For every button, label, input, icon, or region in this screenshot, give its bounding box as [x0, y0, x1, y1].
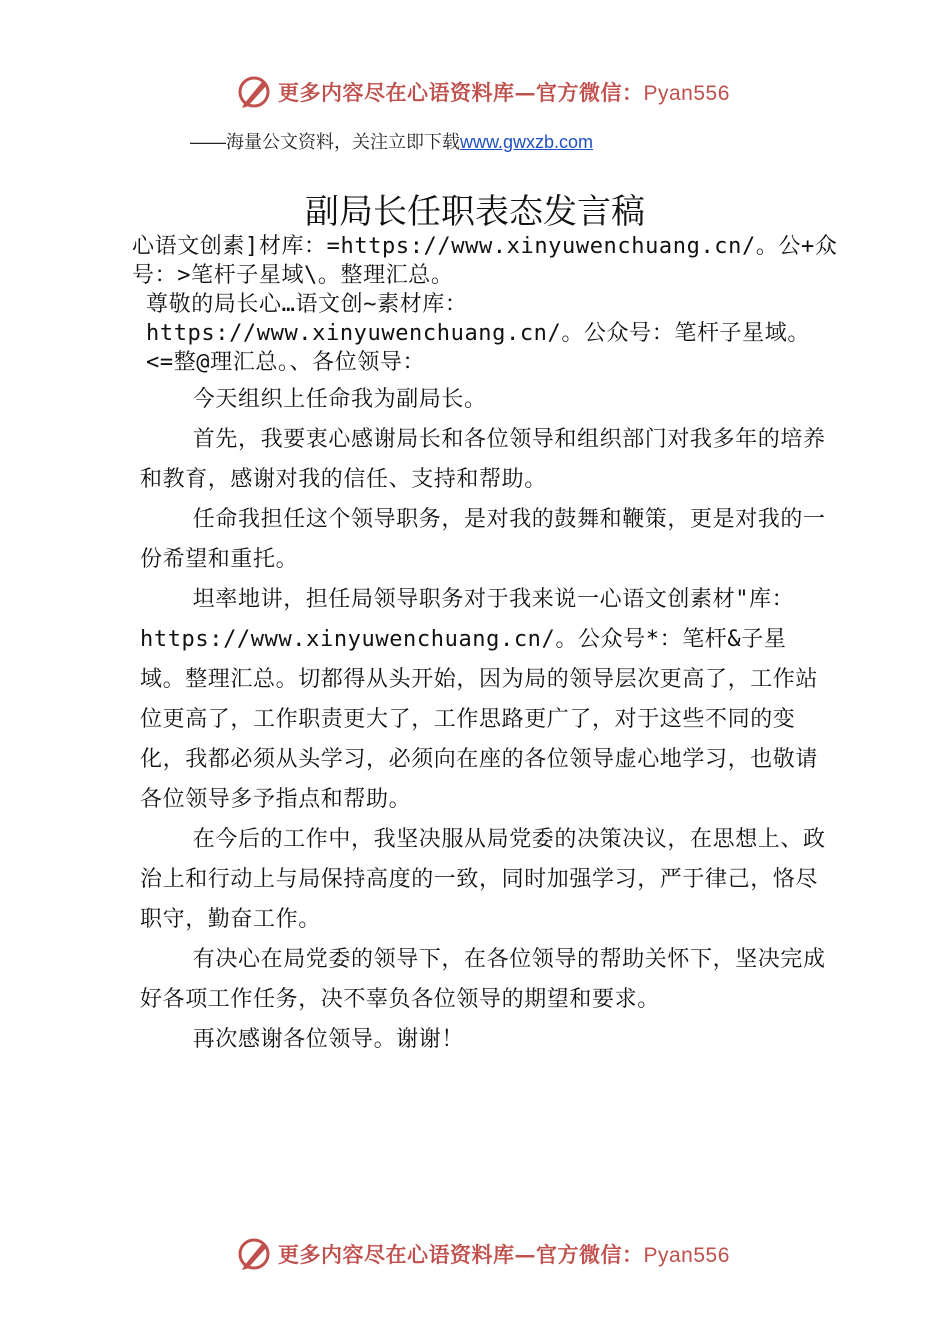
paragraph: 在今后的工作中，我坚决服从局党委的决策决议，在思想上、政治上和行动上与局保持高度的一致，同时加强学习，严于律己，恪尽职守，勤奋工作。	[140, 827, 826, 932]
watermark-line	[132, 232, 844, 290]
header-banner	[236, 72, 736, 112]
paragraph: 有决心在局党委的领导下，在各位领导的帮助关怀下，坚决完成好各项工作任务，决不辜负各位领导的期望和要求。	[140, 947, 826, 1012]
paragraph: 首先，我要衷心感谢局长和各位领导和组织部门对我多年的培养和教育，感谢对我的信任、支持和帮助。	[140, 427, 826, 492]
paragraph: 今天组织上任命我为副局长。	[192, 387, 487, 412]
download-subline	[190, 128, 593, 154]
paragraph: 再次感谢各位领导。谢谢！	[192, 1027, 464, 1052]
pen-logo-icon	[236, 74, 272, 110]
salutation: 尊敬的局长心…语文创~素材库：https://www.xinyuwenchuang.cn/。公众号：笔杆子星域。<=整@理汇总。、各位领导：	[146, 292, 810, 375]
footer-banner-text: 更多内容尽在心语资料库—官方微信：Pyan556	[278, 1242, 730, 1267]
page-title: 副局长任职表态发言稿	[305, 192, 645, 232]
watermark-text: 心语文创素]材库：=https://www.xinyuwenchuang.cn/。公+众号：>笔杆子星域\。整理汇总。	[132, 234, 838, 288]
wechat-id: Pyan556	[643, 1244, 730, 1267]
wechat-id: Pyan556	[643, 82, 730, 105]
pen-logo-icon	[236, 1236, 272, 1272]
speech-body	[140, 380, 830, 1060]
footer-banner	[236, 1234, 736, 1274]
paragraph: 任命我担任这个领导职务，是对我的鼓舞和鞭策，更是对我的一份希望和重托。	[140, 507, 826, 572]
paragraph: 坦率地讲，担任局领导职务对于我来说一心语文创素材"库：https://www.xinyuwenchuang.cn/。公众号*：笔杆&子星域。整理汇总。切都得从头开始，因为局的领导层次更高了，工作站位更高了，工作职责更大了，工作思路更广了，对于这些不同的变化，我都必须从头学习，必须向在座的各位领导虚心地学习，也敬请各位领导多予指点和帮助。	[140, 587, 819, 812]
salutation-block	[146, 290, 832, 377]
gwxzb-link[interactable]: www.gwxzb.com	[460, 132, 594, 152]
subline-text: ——海量公文资料，关注立即下载	[190, 132, 460, 152]
header-banner-text: 更多内容尽在心语资料库—官方微信：Pyan556	[278, 80, 730, 105]
